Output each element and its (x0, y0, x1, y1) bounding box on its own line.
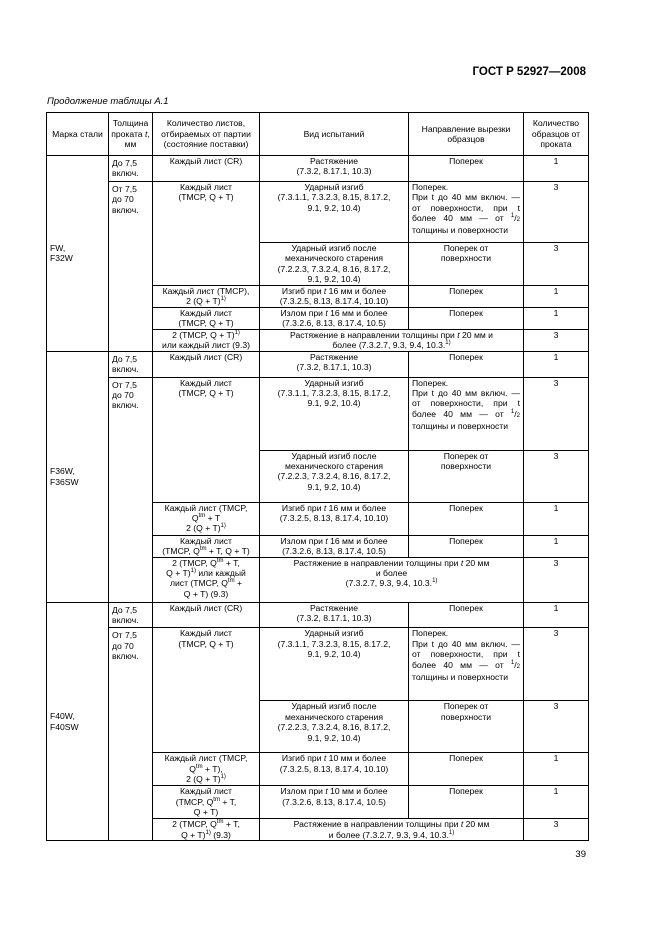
steel-grade-cell: FW, F32W (47, 156, 109, 352)
sheets-cell: Каждый лист (TMCP, Q + T) (153, 628, 260, 753)
col-header-sheets: Количество листов, отбираемых от партии (состояние поставки) (153, 113, 260, 156)
table-row (47, 628, 589, 701)
sheets-cell: Каждый лист (TMCP, $Q^{tm} + T$, Q + T) (153, 786, 260, 819)
steel-grade-cell: F40W, F40SW (47, 602, 109, 841)
test-cell: Ударный изгиб (7.3.1.1, 7.3.2.3, 8.15, 8.17.2, 9.1, 9.2, 10.4) (260, 628, 409, 701)
sheets-cell: Каждый лист (TMCP, $Q^{tm} + T$ 2 $(Q + T)^{1)}$ (153, 502, 260, 535)
direction-cell: Поперек. При t до 40 мм включ. — от поверхности, при t более 40 мм — от $^1$/2 толщины и поверхности (409, 628, 524, 701)
sheets-cell: Каждый лист (TMCP), 2 $(Q + T)^{1)}$ (153, 285, 260, 307)
col-header-thickness: Толщина проката t, мм (109, 113, 153, 156)
test-cell: Излом при t 16 мм и более (7.3.2.6, 8.13, 8.17.4, 10.5) (260, 307, 409, 329)
test-cell: Ударный изгиб (7.3.1.1, 7.3.2.3, 8.15, 8.17.2, 9.1, 9.2, 10.4) (260, 377, 409, 450)
count-cell: 3 (524, 628, 589, 701)
count-cell: 3 (524, 557, 589, 602)
count-cell: 1 (524, 753, 589, 786)
test-cell: Ударный изгиб после механического старения (7.2.2.3, 7.3.2.4, 8.16, 8.17.2, 9.1, 9.2, 10.4) (260, 701, 409, 753)
sheets-cell: Каждый лист (CR) (153, 602, 260, 628)
direction-cell: Поперек (409, 602, 524, 628)
thickness-cell: До 7,5 включ. (109, 156, 153, 182)
direction-cell: Поперек (409, 753, 524, 786)
thickness-cell: До 7,5 включ. (109, 351, 153, 377)
sheets-cell: Каждый лист (CR) (153, 156, 260, 182)
sheets-cell: Каждый лист (TMCP, Q + T) (153, 307, 260, 329)
count-cell: 1 (524, 786, 589, 819)
direction-cell: Поперек (409, 502, 524, 535)
col-header-grade: Марка стали (47, 113, 109, 156)
direction-cell: Поперек. При t до 40 мм включ. — от поверхности, при t более 40 мм — от $^1$/2 толщины и поверхности (409, 377, 524, 450)
count-cell: 1 (524, 351, 589, 377)
test-cell: Излом при t 10 мм и более (7.3.2.6, 8.13, 8.17.4, 10.5) (260, 786, 409, 819)
test-cell: Изгиб при t 16 мм и более (7.3.2.5, 8.13, 8.17.4, 10.10) (260, 502, 409, 535)
test-cell: Растяжение (7.3.2, 8.17.1, 10.3) (260, 351, 409, 377)
table-row (47, 602, 589, 628)
direction-cell: Поперек (409, 285, 524, 307)
count-cell: 1 (524, 602, 589, 628)
test-cell: Излом при t 16 мм и более (7.3.2.6, 8.13, 8.17.4, 10.5) (260, 535, 409, 557)
test-cell: Изгиб при t 10 мм и более (7.3.2.5, 8.13, 8.17.4, 10.10) (260, 753, 409, 786)
test-cell: Изгиб при t 16 мм и более (7.3.2.5, 8.13, 8.17.4, 10.10) (260, 285, 409, 307)
sheets-cell: Каждый лист (CR) (153, 351, 260, 377)
direction-cell: Поперек от поверхности (409, 450, 524, 502)
sheets-cell: Каждый лист (TMCP, $Q^{tm} + T$), 2 $(Q + T)^{1)}$ (153, 753, 260, 786)
count-cell: 3 (524, 450, 589, 502)
table-row (47, 377, 589, 450)
thickness-cell: От 7,5 до 70 включ. (109, 377, 153, 602)
thickness-cell: От 7,5 до 70 включ. (109, 628, 153, 841)
count-cell: 1 (524, 535, 589, 557)
requirements-table (46, 112, 589, 841)
test-cell: Ударный изгиб после механического старения (7.2.2.3, 7.3.2.4, 8.16, 8.17.2, 9.1, 9.2, 10.4) (260, 242, 409, 285)
sheets-cell: Каждый лист (TMCP, $Q^{tm} + T$, Q + T) (153, 535, 260, 557)
count-cell: 3 (524, 242, 589, 285)
direction-cell: Поперек (409, 156, 524, 182)
count-cell: 3 (524, 181, 589, 242)
page-number: 39 (575, 849, 586, 860)
table-row (47, 181, 589, 242)
count-cell: 1 (524, 307, 589, 329)
direction-cell: Поперек (409, 535, 524, 557)
sheets-cell: Каждый лист (TMCP, Q + T) (153, 181, 260, 285)
count-cell: 1 (524, 502, 589, 535)
count-cell: 3 (524, 819, 589, 841)
table-row (47, 351, 589, 377)
test-cell: Растяжение (7.3.2, 8.17.1, 10.3) (260, 602, 409, 628)
test-cell: Ударный изгиб после механического старения (7.2.2.3, 7.3.2.4, 8.16, 8.17.2, 9.1, 9.2, 10.4) (260, 450, 409, 502)
table-caption: Продолжение таблицы А.1 (47, 96, 169, 107)
count-cell: 3 (524, 329, 589, 351)
count-cell: 3 (524, 701, 589, 753)
thickness-cell: До 7,5 включ. (109, 602, 153, 628)
col-header-test: Вид испытаний (260, 113, 409, 156)
direction-cell: Поперек (409, 307, 524, 329)
count-cell: 1 (524, 156, 589, 182)
direction-cell: Поперек (409, 351, 524, 377)
col-header-direction: Направление вырезки образцов (409, 113, 524, 156)
document-header: ГОСТ Р 52927—2008 (472, 66, 586, 78)
direction-cell: Поперек (409, 786, 524, 819)
test-cell: Растяжение в направлении толщины при t 20 мм и более (7.3.2.7, 9.3, 9.4, 10.3.$^{1)}$ (260, 819, 524, 841)
sheets-cell: 2 (TMCP, $Q^{tm} + T$, Q + T)$^{1)}$ (9.3) (153, 819, 260, 841)
count-cell: 3 (524, 377, 589, 450)
count-cell: 1 (524, 285, 589, 307)
sheets-cell: Каждый лист (TMCP, Q + T) (153, 377, 260, 502)
steel-grade-cell: F36W, F36SW (47, 351, 109, 602)
table-row (47, 156, 589, 182)
test-cell: Растяжение в направлении толщины при t 20 мм и более (7.3.2.7, 9.3, 9.4, 10.3.$^{1)}$ (260, 329, 524, 351)
col-header-count: Количество образцов от проката (524, 113, 589, 156)
direction-cell: Поперек от поверхности (409, 701, 524, 753)
direction-cell: Поперек от поверхности (409, 242, 524, 285)
sheets-cell: 2 (TMCP, Q + T)$^{1)}$ или каждый лист (9.3) (153, 329, 260, 351)
table-header-row (47, 113, 589, 156)
test-cell: Растяжение в направлении толщины при t 20 мм и более (7.3.2.7, 9.3, 9.4, 10.3.$^{1)}$ (260, 557, 524, 602)
test-cell: Ударный изгиб (7.3.1.1, 7.3.2.3, 8.15, 8.17.2, 9.1, 9.2, 10.4) (260, 181, 409, 242)
sheets-cell: 2 (TMCP, $Q^{tm} + T$, Q + T)$^{1)}$ или каждый лист (TMCP, $Q^{tm}$ + Q + T) (9.3) (153, 557, 260, 602)
direction-cell: Поперек. При t до 40 мм включ. — от поверхности, при t более 40 мм — от $^1$/2 толщины и поверхности (409, 181, 524, 242)
test-cell: Растяжение (7.3.2, 8.17.1, 10.3) (260, 156, 409, 182)
thickness-cell: От 7,5 до 70 включ. (109, 181, 153, 351)
